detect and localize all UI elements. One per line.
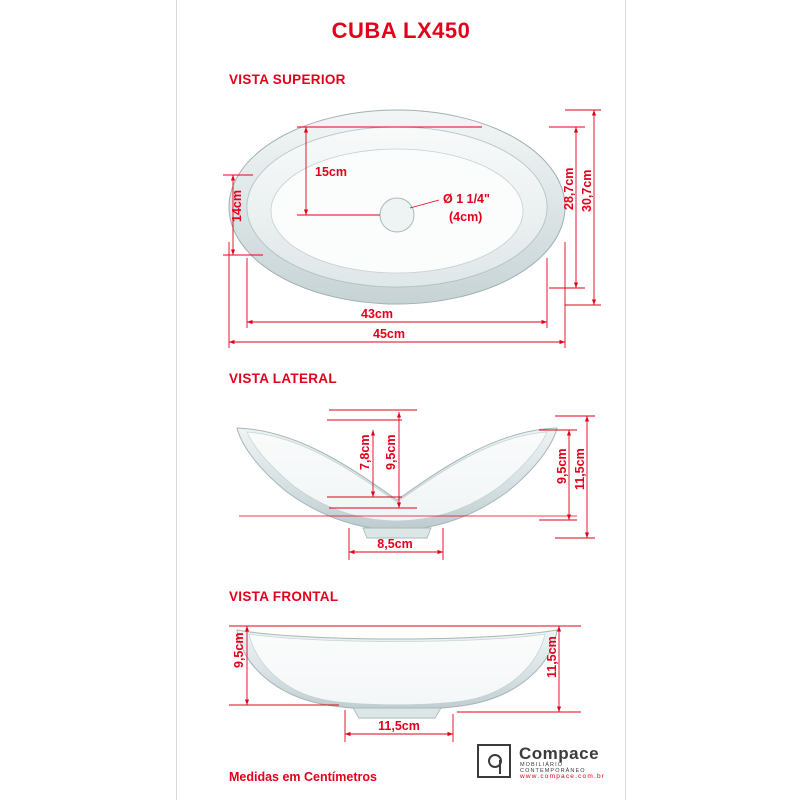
section-label-vista-frontal: VISTA FRONTAL bbox=[229, 589, 339, 604]
dim-front-right-height: 11,5cm bbox=[545, 636, 559, 678]
dim-drain-diameter: Ø 1 1/4" bbox=[443, 192, 490, 206]
brand-logo bbox=[477, 742, 607, 788]
dim-inner-height: 28,7cm bbox=[562, 167, 576, 210]
dim-front-base-width: 11,5cm bbox=[378, 719, 420, 733]
drawing-canvas bbox=[177, 0, 625, 800]
brand-tagline: MOBILIÁRIO CONTEMPORÂNEO bbox=[520, 762, 586, 774]
section-label-vista-superior: VISTA SUPERIOR bbox=[229, 72, 346, 87]
footer-note: Medidas em Centímetros bbox=[229, 770, 377, 784]
logo-icon bbox=[477, 744, 511, 778]
dim-bowl-depth: 7,8cm bbox=[358, 434, 372, 470]
dim-rim-width: 14cm bbox=[230, 190, 244, 222]
right-gutter bbox=[624, 0, 800, 800]
page-title: CUBA LX450 bbox=[331, 18, 471, 43]
dim-drain-diameter-cm: (4cm) bbox=[449, 210, 483, 224]
dim-inner-width: 43cm bbox=[361, 307, 393, 321]
left-gutter bbox=[0, 0, 176, 800]
section-label-vista-lateral: VISTA LATERAL bbox=[229, 371, 337, 386]
drawing-sheet bbox=[176, 0, 626, 800]
dim-outer-height: 30,7cm bbox=[580, 169, 594, 212]
dim-side-right-inner-height: 9,5cm bbox=[555, 448, 569, 484]
brand-url: www.compace.com.br bbox=[520, 773, 606, 780]
dim-inner-depth: 15cm bbox=[315, 165, 347, 179]
dim-side-base-width: 8,5cm bbox=[377, 537, 413, 551]
brand-name: Compace bbox=[519, 744, 600, 763]
dim-side-right-outer-height: 11,5cm bbox=[573, 448, 587, 490]
top-view-drawing bbox=[229, 110, 565, 304]
dim-side-inner-height: 9,5cm bbox=[384, 434, 398, 470]
dim-front-left-height: 9,5cm bbox=[232, 632, 246, 668]
dim-outer-width: 45cm bbox=[373, 327, 405, 341]
